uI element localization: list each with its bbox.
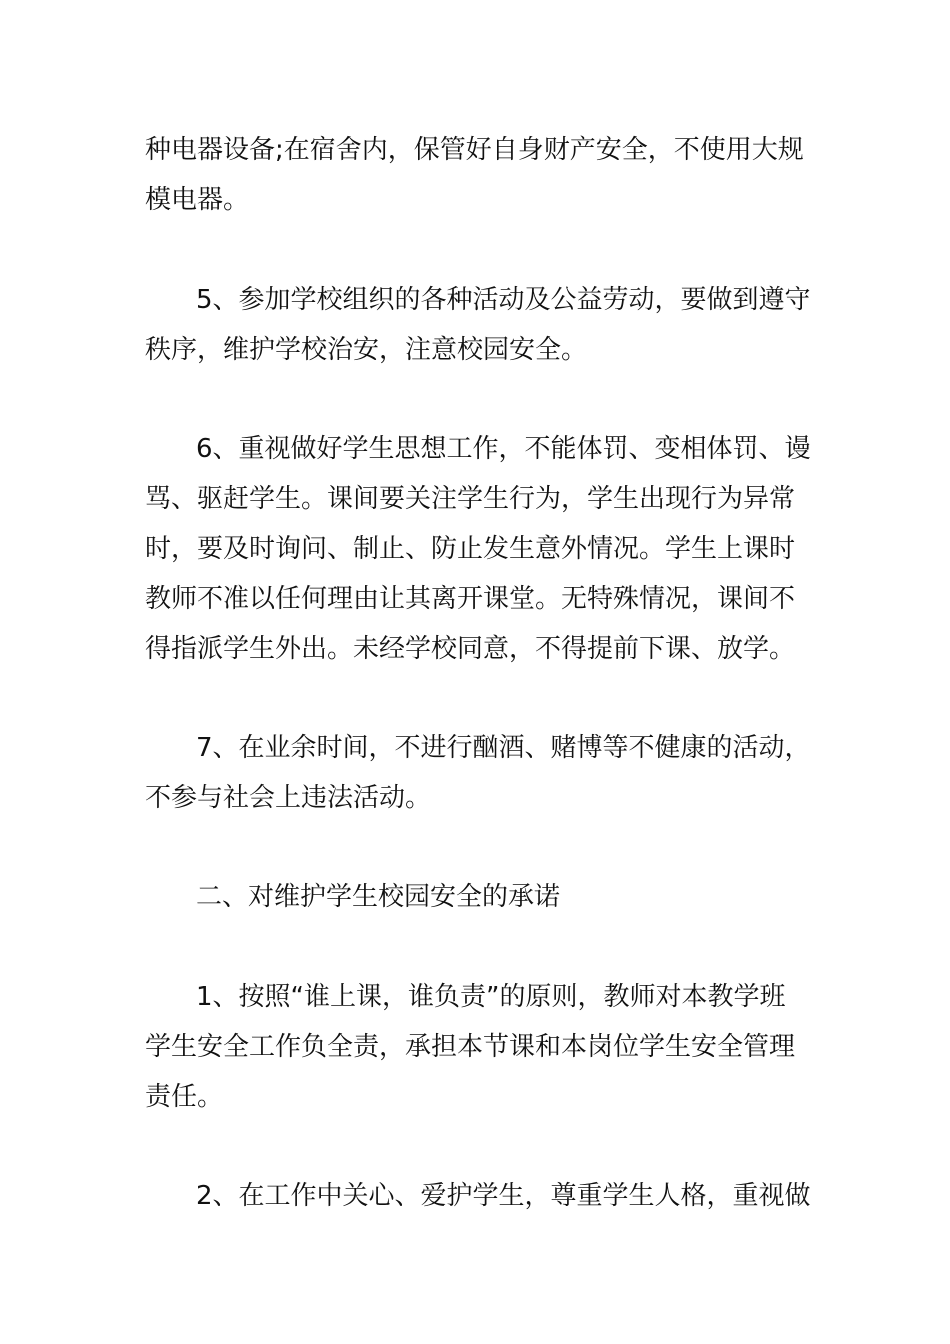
section-heading: 二、对维护学生校园安全的承诺 (196, 882, 561, 912)
text-line: 时，要及时询问、制止、防止发生意外情况。学生上课时 (145, 534, 796, 564)
text-line: 种电器设备;在宿舍内，保管好自身财产安全，不使用大规 (145, 135, 804, 165)
paragraph-first-line: 2、在工作中关心、爱护学生，尊重学生人格，重视做 (196, 1181, 811, 1211)
paragraph-first-line: 1、按照“谁上课，谁负责”的原则，教师对本教学班 (196, 982, 786, 1012)
text-line: 骂、驱赶学生。课间要关注学生行为，学生出现行为异常 (145, 484, 796, 514)
paragraph-first-line: 6、重视做好学生思想工作，不能体罚、变相体罚、谩 (196, 434, 811, 464)
paragraph-first-line: 5、参加学校组织的各种活动及公益劳动，要做到遵守 (196, 285, 811, 315)
text-line: 得指派学生外出。未经学校同意，不得提前下课、放学。 (145, 634, 796, 664)
text-line: 不参与社会上违法活动。 (145, 783, 432, 813)
text-line: 秩序，维护学校治安，注意校园安全。 (145, 335, 588, 365)
text-line: 教师不准以任何理由让其离开课堂。无特殊情况，课间不 (145, 584, 796, 614)
text-line: 学生安全工作负全责，承担本节课和本岗位学生安全管理 (145, 1032, 796, 1062)
paragraph-first-line: 7、在业余时间，不进行酗酒、赌博等不健康的活动， (196, 733, 811, 763)
text-line: 模电器。 (145, 185, 250, 215)
text-line: 责任。 (145, 1082, 224, 1112)
